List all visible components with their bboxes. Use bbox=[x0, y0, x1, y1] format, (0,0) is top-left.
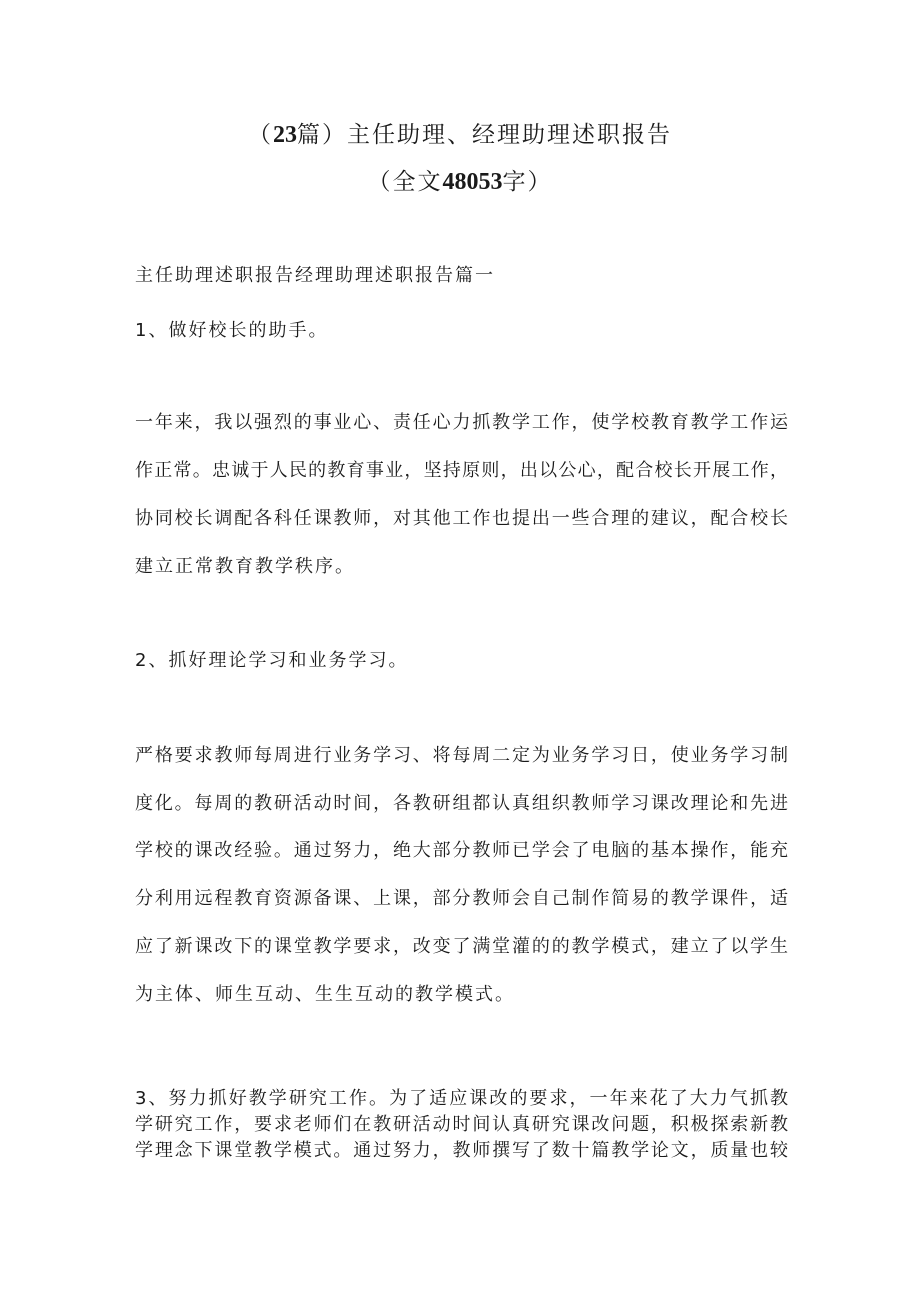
title-rest: 篇）主任助理、经理助理述职报告 bbox=[297, 122, 672, 148]
paragraph-1-line-1: 一年来，我以强烈的事业心、责任心力抓教学工作，使学校教育教学工作运 bbox=[135, 412, 788, 433]
paragraph-3-line-3: 学理念下课堂教学模式。通过努力，教师撰写了数十篇教学论文，质量也较 bbox=[135, 1140, 788, 1161]
title-count: 23 bbox=[273, 122, 297, 148]
subtitle-open: （全文 bbox=[367, 169, 443, 195]
item-1-heading: 1、做好校长的助手。 bbox=[135, 320, 329, 341]
subtitle-close: 字） bbox=[502, 169, 553, 195]
paragraph-3-line-2: 学研究工作，要求老师们在教研活动时间认真研究课改问题，积极探索新教 bbox=[135, 1114, 788, 1135]
item-2-heading: 2、抓好理论学习和业务学习。 bbox=[135, 650, 409, 671]
paragraph-1-line-2: 作正常。忠诚于人民的教育事业，坚持原则，出以公心，配合校长开展工作， bbox=[135, 460, 788, 481]
paragraph-1-line-3: 协同校长调配各科任课教师，对其他工作也提出一些合理的建议，配合校长 bbox=[135, 508, 788, 529]
paragraph-2-line-6: 为主体、师生互动、生生互动的教学模式。 bbox=[135, 984, 515, 1005]
paragraph-3-line-1: 3、努力抓好教学研究工作。为了适应课改的要求，一年来花了大力气抓教 bbox=[135, 1088, 788, 1109]
paragraph-2-line-3: 学校的课改经验。通过努力，绝大部分教师已学会了电脑的基本操作，能充 bbox=[135, 840, 788, 861]
document-subtitle bbox=[0, 163, 920, 196]
document-title bbox=[0, 116, 920, 149]
paragraph-2-line-5: 应了新课改下的课堂教学要求，改变了满堂灌的的教学模式，建立了以学生 bbox=[135, 936, 788, 957]
subtitle-word-count: 48053 bbox=[442, 169, 503, 195]
title-open: （ bbox=[248, 122, 273, 148]
paragraph-1-line-4: 建立正常教育教学秩序。 bbox=[135, 556, 355, 577]
section-heading: 主任助理述职报告经理助理述职报告篇一 bbox=[135, 265, 495, 286]
paragraph-2-line-2: 度化。每周的教研活动时间，各教研组都认真组织教师学习课改理论和先进 bbox=[135, 793, 788, 814]
paragraph-2-line-4: 分利用远程教育资源备课、上课，部分教师会自己制作简易的教学课件，适 bbox=[135, 888, 788, 909]
paragraph-2-line-1: 严格要求教师每周进行业务学习、将每周二定为业务学习日，使业务学习制 bbox=[135, 745, 788, 766]
